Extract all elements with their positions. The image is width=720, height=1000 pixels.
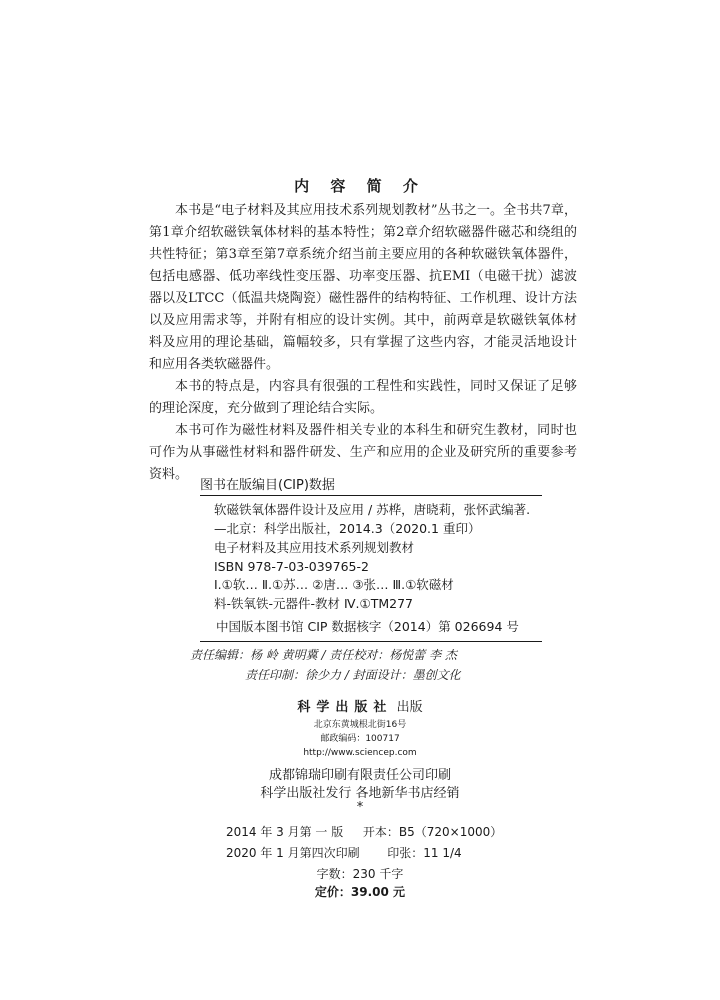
- publisher-address: 北京东黄城根北街16号: [313, 720, 407, 730]
- distribution: 科学出版社发行 各地新华书店经销: [260, 786, 460, 801]
- cip-bottom-rule: [200, 641, 542, 642]
- cip-class-line-1: Ⅰ.①软… Ⅱ.①苏… ②唐… ③张… Ⅲ.①软磁材: [214, 577, 454, 592]
- cip-line-2: —北京：科学出版社，2014.3（2020.1 重印）: [214, 521, 481, 536]
- cip-classification: [214, 575, 534, 613]
- editors-line-1: 责任编辑：杨 岭 黄明冀 / 责任校对：杨悦蕾 李 杰: [190, 648, 457, 662]
- cip-line-3: 电子材料及其应用技术系列规划教材: [214, 540, 415, 555]
- cip-line-1: 软磁铁氧体器件设计及应用 / 苏桦，唐晓莉，张怀武编著.: [214, 502, 531, 517]
- printer: 成都锦瑞印刷有限责任公司印刷: [268, 768, 451, 783]
- cip-class-line-2: 料-铁氧铁-元器件-教材 Ⅳ.①TM277: [214, 596, 413, 611]
- cip-top-rule: [200, 495, 542, 496]
- publisher-suffix: 出版: [396, 700, 423, 715]
- edition-price: 定价：39.00 元: [314, 885, 406, 899]
- edition-format: 开本：B5（720×1000）: [362, 825, 503, 839]
- page-title: 内 容 简 介: [294, 177, 426, 195]
- summary-text: [149, 200, 577, 486]
- edition-reprint: 2020 年 1 月第四次印刷: [226, 846, 360, 860]
- edition-block: [226, 822, 556, 864]
- summary-paragraph-2: 本书的特点是，内容具有很强的工程性和实践性，同时又保证了足够的理论深度，充分做到了理论结合实际。: [149, 379, 577, 416]
- publisher-details: [0, 718, 720, 760]
- cip-block: [214, 500, 534, 576]
- edition-sheets: 印张：11 1/4: [387, 846, 462, 860]
- cip-record-text: 中国版本图书馆 CIP 数据核字（2014）第 026694 号: [216, 619, 519, 634]
- summary-paragraph-1: 本书是“电子材料及其应用技术系列规划教材”丛书之一。全书共7章，第1章介绍软磁铁氧体材料的基本特性；第2章介绍软磁器件磁芯和绕组的共性特征；第3章至第7章系统介绍当前主要应用的各种软磁铁氧体器件，包括电感器、低功率线性变压器、功率变压器、抗EMI（电磁干扰）滤波器以及LTCC（低温共烧陶瓷）磁性器件的结构特征、工作机理、设计方法以及应用需求等，并附有相应的设计实例。其中，前两章是软磁铁氧体材料及应用的理论基础，篇幅较多，只有掌握了这些内容，才能灵活地设计和应用各类软磁器件。: [149, 203, 577, 372]
- publisher-postcode: 邮政编码：100717: [320, 734, 400, 744]
- summary-paragraph-3: 本书可作为磁性材料及器件相关专业的本科生和研究生教材，同时也可作为从事磁性材料和器件研发、生产和应用的企业及研究所的重要参考资料。: [149, 423, 577, 482]
- cip-line-4: ISBN 978-7-03-039765-2: [214, 559, 369, 574]
- edition-words: 字数：230 千字: [316, 867, 404, 881]
- publisher-url: http://www.sciencep.com: [303, 748, 417, 758]
- editors-line-2: 责任印制：徐少力 / 封面设计：墨创文化: [245, 668, 461, 682]
- cip-record: [216, 617, 536, 636]
- publisher-name: 科学出版社: [297, 700, 393, 715]
- edition-first: 2014 年 3 月第 一 版: [226, 825, 344, 839]
- separator-star: *: [356, 800, 364, 815]
- cip-heading: 图书在版编目(CIP)数据: [200, 478, 335, 493]
- publisher-line: [0, 696, 720, 715]
